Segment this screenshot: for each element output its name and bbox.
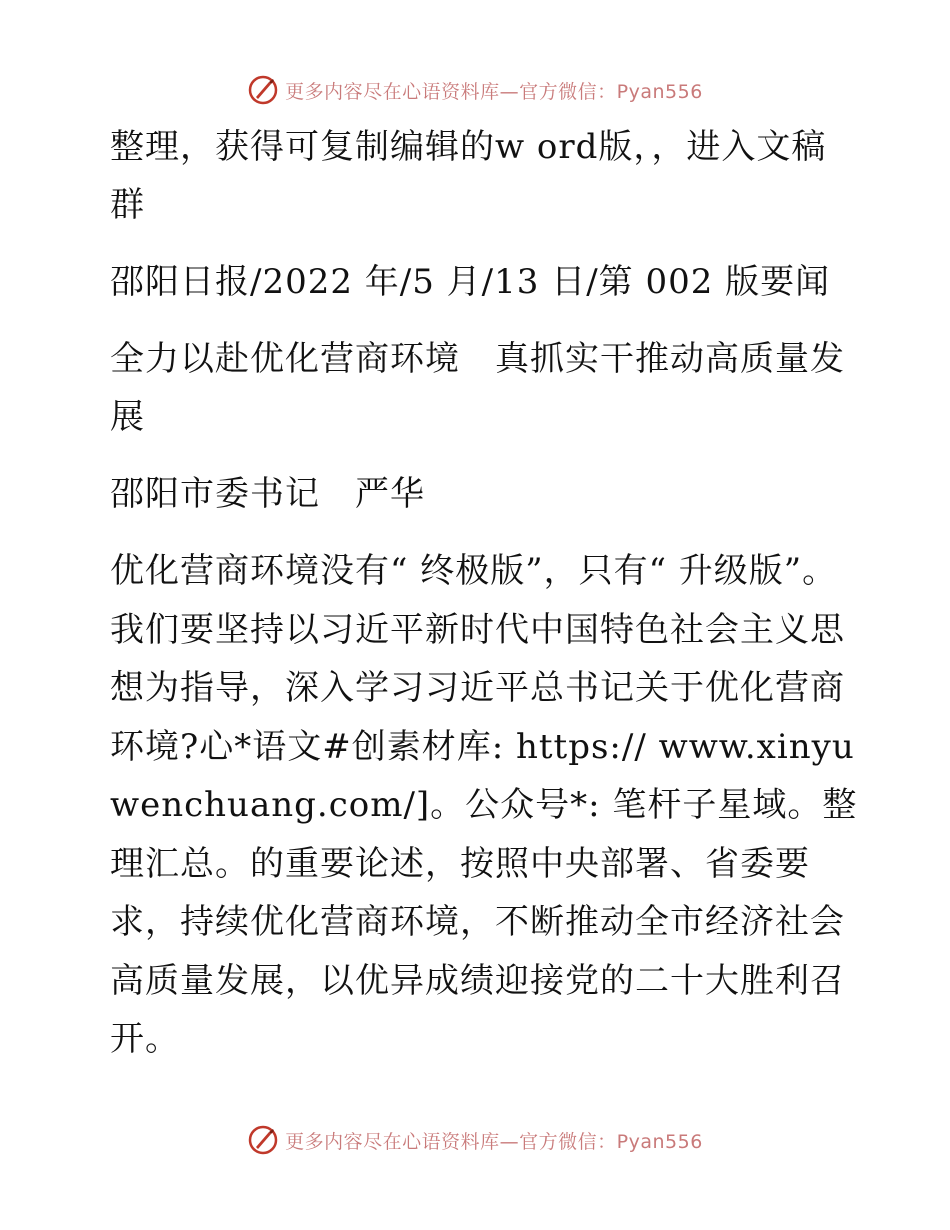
source-line: 邵阳日报/2022 年/5 月/13 日/第 002 版要闻 bbox=[110, 262, 831, 302]
body-paragraph: 优化营商环境没有“ 终极版”，只有“ 升级版”。我们要坚持以习近平新时代中国特色社会主义思想为指导，深入学习习近平总书记关于优化营商环境?心*语文#创素材库: https:// www.xinyuwenchuang.com/]。公众号*: 笔杆子星域。整理汇总。的重要论述，按照中央部署、省委要求，持续优化营商环境，不断推动全市经济社会高质量发展，以优异成绩迎接党的二十大胜利召开。 bbox=[110, 551, 858, 1059]
quill-pen-logo-icon bbox=[247, 74, 279, 106]
quill-pen-logo-icon bbox=[247, 1124, 279, 1156]
author-line: 邵阳市委书记 严华 bbox=[110, 474, 425, 514]
footer-watermark bbox=[0, 1120, 950, 1160]
intro-paragraph: 整理，获得可复制编辑的w ord版，，进入文稿群 bbox=[110, 127, 827, 225]
watermark-text: 更多内容尽在心语资料库—官方微信：Pyan556 bbox=[285, 80, 703, 103]
header-watermark bbox=[0, 70, 950, 110]
watermark-text: 更多内容尽在心语资料库—官方微信：Pyan556 bbox=[285, 1130, 703, 1153]
article-title: 全力以赴优化营商环境 真抓实干推动高质量发展 bbox=[110, 339, 845, 437]
document-body bbox=[98, 118, 858, 1088]
